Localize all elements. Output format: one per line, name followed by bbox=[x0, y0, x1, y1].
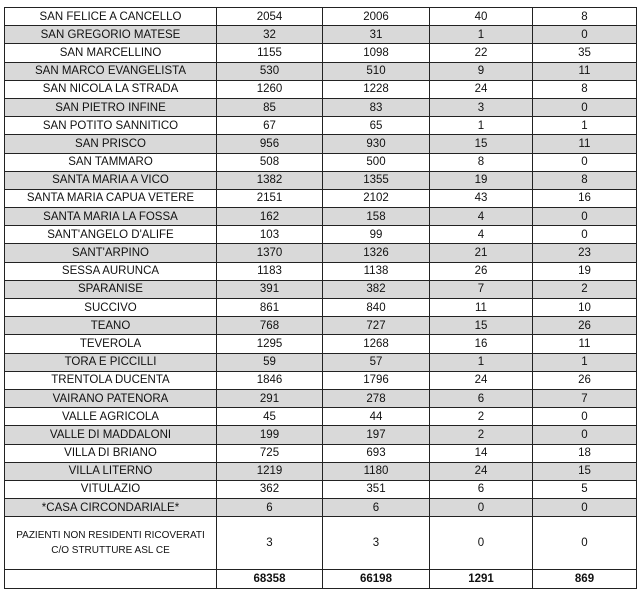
municipality-name: SAN PIETRO INFINE bbox=[5, 98, 217, 116]
table-row bbox=[5, 480, 637, 498]
value-d: 35 bbox=[533, 44, 637, 62]
municipality-name: SANTA MARIA CAPUA VETERE bbox=[5, 189, 217, 207]
value-a: 362 bbox=[217, 480, 323, 498]
total-a: 68358 bbox=[217, 570, 323, 589]
municipality-name: SAN MARCO EVANGELISTA bbox=[5, 62, 217, 80]
value-c: 4 bbox=[430, 208, 533, 226]
value-a: 530 bbox=[217, 62, 323, 80]
value-a: 85 bbox=[217, 98, 323, 116]
municipality-name: SESSA AURUNCA bbox=[5, 262, 217, 280]
table-row bbox=[5, 262, 637, 280]
data-sheet bbox=[4, 7, 636, 589]
value-c: 1 bbox=[430, 117, 533, 135]
value-c: 1 bbox=[430, 26, 533, 44]
municipality-name: SAN PRISCO bbox=[5, 135, 217, 153]
municipality-table bbox=[4, 7, 637, 589]
value-a: 725 bbox=[217, 444, 323, 462]
value-b: 6 bbox=[323, 499, 430, 517]
value-a: 1260 bbox=[217, 80, 323, 98]
value-c: 14 bbox=[430, 444, 533, 462]
value-b: 99 bbox=[323, 226, 430, 244]
value-a: 768 bbox=[217, 317, 323, 335]
note-row bbox=[5, 517, 637, 570]
value-b: 510 bbox=[323, 62, 430, 80]
value-d: 8 bbox=[533, 171, 637, 189]
value-c: 11 bbox=[430, 299, 533, 317]
value-d: 15 bbox=[533, 462, 637, 480]
value-c: 1 bbox=[430, 353, 533, 371]
table-row bbox=[5, 189, 637, 207]
value-b: 351 bbox=[323, 480, 430, 498]
value-c: 15 bbox=[430, 317, 533, 335]
municipality-name: TORA E PICCILLI bbox=[5, 353, 217, 371]
value-d: 0 bbox=[533, 26, 637, 44]
value-b: 1355 bbox=[323, 171, 430, 189]
value-b: 382 bbox=[323, 280, 430, 298]
value-d: 26 bbox=[533, 371, 637, 389]
value-a: 59 bbox=[217, 353, 323, 371]
value-d: 8 bbox=[533, 80, 637, 98]
value-d: 11 bbox=[533, 335, 637, 353]
value-c: 40 bbox=[430, 8, 533, 26]
table-row bbox=[5, 299, 637, 317]
value-d: 7 bbox=[533, 389, 637, 407]
value-d: 18 bbox=[533, 444, 637, 462]
value-a: 45 bbox=[217, 408, 323, 426]
municipality-name: SAN FELICE A CANCELLO bbox=[5, 8, 217, 26]
table-row bbox=[5, 208, 637, 226]
value-a: 391 bbox=[217, 280, 323, 298]
value-b: 2006 bbox=[323, 8, 430, 26]
value-c: 9 bbox=[430, 62, 533, 80]
municipality-name: SAN GREGORIO MATESE bbox=[5, 26, 217, 44]
table-row bbox=[5, 171, 637, 189]
value-d: 2 bbox=[533, 280, 637, 298]
value-c: 3 bbox=[430, 98, 533, 116]
table-row bbox=[5, 280, 637, 298]
value-b: 930 bbox=[323, 135, 430, 153]
table-row bbox=[5, 408, 637, 426]
municipality-name: SANTA MARIA A VICO bbox=[5, 171, 217, 189]
value-d: 0 bbox=[533, 153, 637, 171]
value-c: 43 bbox=[430, 189, 533, 207]
municipality-name: TRENTOLA DUCENTA bbox=[5, 371, 217, 389]
municipality-name: SANT'ANGELO D'ALIFE bbox=[5, 226, 217, 244]
value-b: 158 bbox=[323, 208, 430, 226]
municipality-name: *CASA CIRCONDARIALE* bbox=[5, 499, 217, 517]
value-d: 0 bbox=[533, 208, 637, 226]
municipality-name: TEANO bbox=[5, 317, 217, 335]
value-c: 24 bbox=[430, 80, 533, 98]
municipality-name: VILLA DI BRIANO bbox=[5, 444, 217, 462]
value-d: 1 bbox=[533, 117, 637, 135]
value-d: 0 bbox=[533, 499, 637, 517]
value-a: 1219 bbox=[217, 462, 323, 480]
value-a: 162 bbox=[217, 208, 323, 226]
value-a: 2151 bbox=[217, 189, 323, 207]
table-row bbox=[5, 8, 637, 26]
value-d: 19 bbox=[533, 262, 637, 280]
table-row bbox=[5, 44, 637, 62]
value-d: 0 bbox=[533, 98, 637, 116]
table-row bbox=[5, 98, 637, 116]
note-row-label: PAZIENTI NON RESIDENTI RICOVERATI C/O STRUTTURE ASL CE bbox=[5, 517, 217, 570]
value-d: 23 bbox=[533, 244, 637, 262]
municipality-name: VILLA LITERNO bbox=[5, 462, 217, 480]
value-a: 1183 bbox=[217, 262, 323, 280]
value-c: 19 bbox=[430, 171, 533, 189]
value-b: 1326 bbox=[323, 244, 430, 262]
value-b: 83 bbox=[323, 98, 430, 116]
table-row bbox=[5, 444, 637, 462]
value-b: 1228 bbox=[323, 80, 430, 98]
table-row bbox=[5, 335, 637, 353]
value-c: 4 bbox=[430, 226, 533, 244]
value-c: 6 bbox=[430, 389, 533, 407]
municipality-name: TEVEROLA bbox=[5, 335, 217, 353]
value-b: 197 bbox=[323, 426, 430, 444]
value-d: 10 bbox=[533, 299, 637, 317]
value-c: 24 bbox=[430, 462, 533, 480]
municipality-name: SUCCIVO bbox=[5, 299, 217, 317]
municipality-name: SANT'ARPINO bbox=[5, 244, 217, 262]
value-a: 199 bbox=[217, 426, 323, 444]
value-a: 6 bbox=[217, 499, 323, 517]
value-c: 2 bbox=[430, 426, 533, 444]
value-c: 24 bbox=[430, 371, 533, 389]
value-b: 2102 bbox=[323, 189, 430, 207]
municipality-name: SANTA MARIA LA FOSSA bbox=[5, 208, 217, 226]
table-row bbox=[5, 389, 637, 407]
value-b: 500 bbox=[323, 153, 430, 171]
total-c: 1291 bbox=[430, 570, 533, 589]
value-b: 840 bbox=[323, 299, 430, 317]
value-a: 67 bbox=[217, 117, 323, 135]
total-b: 66198 bbox=[323, 570, 430, 589]
totals-label bbox=[5, 570, 217, 589]
value-c: 26 bbox=[430, 262, 533, 280]
value-b: 1268 bbox=[323, 335, 430, 353]
table-row bbox=[5, 317, 637, 335]
value-c: 16 bbox=[430, 335, 533, 353]
value-a: 1295 bbox=[217, 335, 323, 353]
value-d: 8 bbox=[533, 8, 637, 26]
value-d: 11 bbox=[533, 62, 637, 80]
totals-row bbox=[5, 570, 637, 589]
value-d: 11 bbox=[533, 135, 637, 153]
municipality-name: VALLE DI MADDALONI bbox=[5, 426, 217, 444]
note-row-value-d: 0 bbox=[533, 517, 637, 570]
table-row bbox=[5, 244, 637, 262]
value-c: 15 bbox=[430, 135, 533, 153]
total-d: 869 bbox=[533, 570, 637, 589]
value-a: 861 bbox=[217, 299, 323, 317]
value-b: 65 bbox=[323, 117, 430, 135]
municipality-name: SAN POTITO SANNITICO bbox=[5, 117, 217, 135]
value-a: 1370 bbox=[217, 244, 323, 262]
municipality-name: VALLE AGRICOLA bbox=[5, 408, 217, 426]
value-a: 2054 bbox=[217, 8, 323, 26]
value-c: 8 bbox=[430, 153, 533, 171]
table-row bbox=[5, 117, 637, 135]
value-c: 6 bbox=[430, 480, 533, 498]
table-row bbox=[5, 371, 637, 389]
municipality-name: SAN TAMMARO bbox=[5, 153, 217, 171]
value-c: 21 bbox=[430, 244, 533, 262]
note-row-value-a: 3 bbox=[217, 517, 323, 570]
value-b: 31 bbox=[323, 26, 430, 44]
value-d: 0 bbox=[533, 226, 637, 244]
table-row bbox=[5, 26, 637, 44]
municipality-name: VITULAZIO bbox=[5, 480, 217, 498]
value-d: 0 bbox=[533, 408, 637, 426]
value-d: 1 bbox=[533, 353, 637, 371]
table-row bbox=[5, 462, 637, 480]
value-c: 0 bbox=[430, 499, 533, 517]
table-row bbox=[5, 353, 637, 371]
municipality-name: SAN NICOLA LA STRADA bbox=[5, 80, 217, 98]
value-c: 22 bbox=[430, 44, 533, 62]
table-row bbox=[5, 153, 637, 171]
value-d: 26 bbox=[533, 317, 637, 335]
table-body bbox=[5, 8, 637, 589]
value-a: 32 bbox=[217, 26, 323, 44]
table-row bbox=[5, 135, 637, 153]
value-a: 1155 bbox=[217, 44, 323, 62]
value-c: 7 bbox=[430, 280, 533, 298]
value-a: 1382 bbox=[217, 171, 323, 189]
value-b: 1180 bbox=[323, 462, 430, 480]
note-row-value-b: 3 bbox=[323, 517, 430, 570]
value-d: 0 bbox=[533, 426, 637, 444]
value-b: 278 bbox=[323, 389, 430, 407]
table-row bbox=[5, 62, 637, 80]
value-b: 1796 bbox=[323, 371, 430, 389]
value-b: 44 bbox=[323, 408, 430, 426]
table-row bbox=[5, 226, 637, 244]
table-row bbox=[5, 499, 637, 517]
table-row bbox=[5, 80, 637, 98]
value-b: 727 bbox=[323, 317, 430, 335]
value-a: 291 bbox=[217, 389, 323, 407]
municipality-name: SPARANISE bbox=[5, 280, 217, 298]
value-b: 693 bbox=[323, 444, 430, 462]
value-a: 1846 bbox=[217, 371, 323, 389]
note-row-value-c: 0 bbox=[430, 517, 533, 570]
value-d: 16 bbox=[533, 189, 637, 207]
municipality-name: SAN MARCELLINO bbox=[5, 44, 217, 62]
value-a: 103 bbox=[217, 226, 323, 244]
value-b: 57 bbox=[323, 353, 430, 371]
value-b: 1098 bbox=[323, 44, 430, 62]
value-d: 5 bbox=[533, 480, 637, 498]
value-b: 1138 bbox=[323, 262, 430, 280]
value-a: 956 bbox=[217, 135, 323, 153]
value-c: 2 bbox=[430, 408, 533, 426]
table-row bbox=[5, 426, 637, 444]
municipality-name: VAIRANO PATENORA bbox=[5, 389, 217, 407]
value-a: 508 bbox=[217, 153, 323, 171]
